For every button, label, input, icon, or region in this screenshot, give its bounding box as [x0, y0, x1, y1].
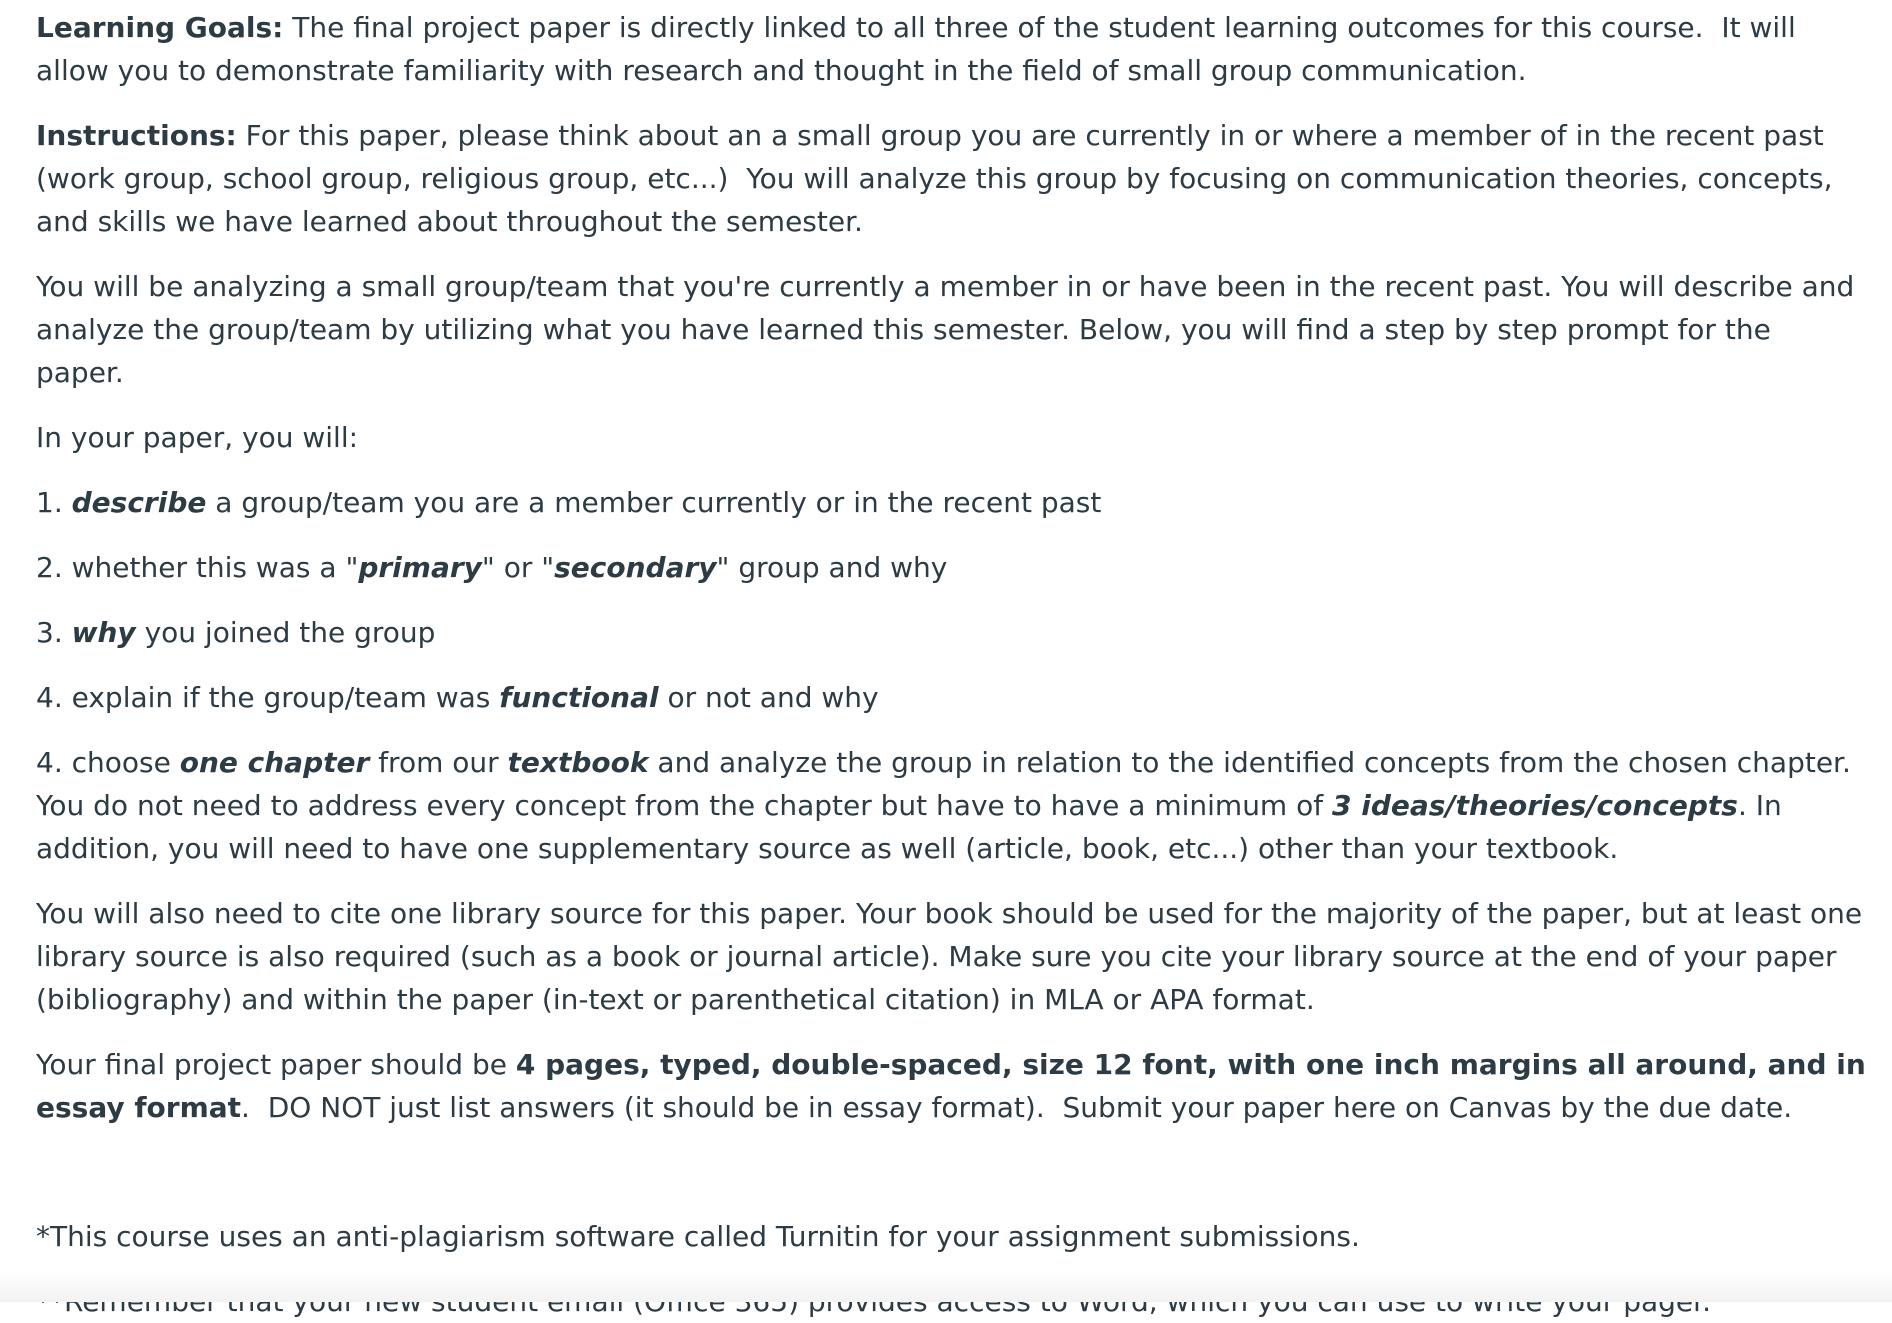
step-text: 4. choose	[36, 746, 180, 779]
learning-goals-text: The final project paper is directly linked to all three of the student learning outcomes for this course. It will allow you to demonstrate familiarity with research and thought in the field of small group communication.	[36, 11, 1796, 87]
step-text: 1.	[36, 486, 72, 519]
final-paper-requirements: 4 pages, typed, double-spaced, size 12 font, with one inch margins all around, and in essay format	[36, 1048, 1866, 1124]
step-describe	[36, 481, 1866, 524]
step-emphasis: 3 ideas/theories/concepts	[1332, 789, 1738, 822]
step-text: you joined the group	[135, 616, 436, 649]
turnitin-note: *This course uses an anti-plagiarism software called Turnitin for your assignment submissions.	[36, 1220, 1360, 1253]
step-functional	[36, 676, 1866, 719]
step-text: 4. explain if the group/team was	[36, 681, 500, 714]
bottom-edge-shadow	[0, 1272, 1892, 1302]
step-text: or not and why	[658, 681, 879, 714]
step-primary-secondary	[36, 546, 1866, 589]
assignment-description	[36, 0, 1866, 1323]
step-text: " or "	[481, 551, 555, 584]
step-emphasis: one chapter	[179, 746, 370, 779]
learning-goals-label: Learning Goals:	[36, 11, 284, 44]
list-intro: In your paper, you will:	[36, 421, 359, 454]
step-text: 2. whether this was a "	[36, 551, 359, 584]
final-paper-text: . DO NOT just list answers (it should be in essay format). Submit your paper here on Canvas by the due date.	[241, 1091, 1793, 1124]
step-text: and analyze the group in relation to the identified concepts from the chosen chapter. You do not need to address every concept from the chapter but have to have a minimum of	[36, 746, 1851, 822]
step-chapter	[36, 741, 1866, 870]
step-text: . In addition, you will need to have one supplementary source as well (article, book, etc...) other than your textbook.	[36, 789, 1782, 865]
step-emphasis: secondary	[554, 551, 717, 584]
analyzing-paragraph: You will be analyzing a small group/team that you're currently a member in or have been in the recent past. You will describe and analyze the group/team by utilizing what you have learned this semester. Below, you will find a step by step prompt for the paper.	[36, 270, 1855, 389]
step-emphasis: functional	[499, 681, 659, 714]
instructions-label: Instructions:	[36, 119, 237, 152]
final-paper-paragraph	[36, 1043, 1866, 1129]
step-emphasis: primary	[358, 551, 482, 584]
instructions-text: For this paper, please think about an a small group you are currently in or where a member of in the recent past (work group, school group, religious group, etc...) You will analyze this group by focusing on communication theories, concepts, and skills we have learned about throughout the semester.	[36, 119, 1833, 238]
step-emphasis: textbook	[507, 746, 649, 779]
instructions-paragraph	[36, 114, 1866, 243]
step-text: " group and why	[716, 551, 948, 584]
step-emphasis: describe	[71, 486, 207, 519]
final-paper-text: Your final project paper should be	[36, 1048, 516, 1081]
step-text: a group/team you are a member currently or in the recent past	[206, 486, 1102, 519]
library-paragraph: You will also need to cite one library source for this paper. Your book should be used for the majority of the paper, but at least one library source is also required (such as a book or journal article). Make sure you cite your library source at the end of your paper (bibliography) and within the paper (in-text or parenthetical citation) in MLA or APA format.	[36, 897, 1863, 1016]
step-text: 3.	[36, 616, 72, 649]
step-text: from our	[369, 746, 508, 779]
step-why-joined	[36, 611, 1866, 654]
step-emphasis: why	[71, 616, 136, 649]
learning-goals-paragraph	[36, 6, 1866, 92]
